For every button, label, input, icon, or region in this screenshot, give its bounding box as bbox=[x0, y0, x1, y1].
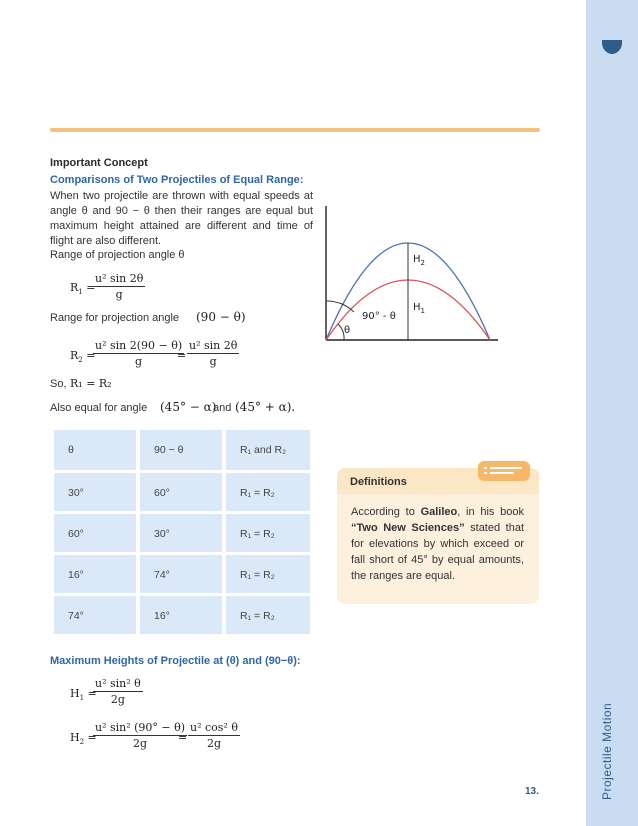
label-complement-angle: 90° - θ bbox=[362, 311, 396, 322]
also-expr-1: (45° − α) bbox=[160, 400, 217, 414]
table-header-cell: R₁ and R₂ bbox=[226, 430, 310, 470]
table-cell: R₁ = R₂ bbox=[226, 514, 310, 552]
definitions-title: Definitions bbox=[350, 476, 407, 488]
comparison-heading: Comparisons of Two Projectiles of Equal Range: bbox=[50, 174, 304, 186]
h2-fraction-b bbox=[188, 720, 240, 751]
r2-numerator-b: u² sin 2θ bbox=[189, 339, 238, 352]
h2-numerator-b: u² cos² θ bbox=[190, 721, 238, 734]
table-cell: R₁ = R₂ bbox=[226, 473, 310, 511]
sidebar-title: Projectile Motion bbox=[600, 702, 614, 800]
r1-fraction bbox=[93, 271, 145, 302]
also-and: and bbox=[213, 402, 232, 414]
r1-numerator: u² sin 2θ bbox=[95, 272, 144, 285]
table-header-cell: 90 − θ bbox=[140, 430, 222, 470]
max-heights-heading: Maximum Heights of Projectile at (θ) and (90−θ): bbox=[50, 655, 301, 667]
so-text: So, bbox=[50, 378, 67, 390]
concept-paragraph: When two projectile are thrown with equal speeds at angle θ and 90 − θ then their ranges are equal but maximum height attained are different and time of flight are also different. bbox=[50, 190, 313, 247]
projectile-diagram bbox=[318, 196, 514, 346]
table-cell: 30° bbox=[54, 473, 136, 511]
table-cell: 74° bbox=[140, 555, 222, 593]
definitions-tag bbox=[478, 461, 530, 481]
table-cell: 60° bbox=[54, 514, 136, 552]
r2-fraction-a bbox=[93, 338, 187, 369]
equals-sign: = bbox=[178, 731, 188, 744]
h1-lhs: $H_1$ = bbox=[70, 687, 97, 703]
r2-fraction-b bbox=[187, 338, 239, 369]
table-cell: 16° bbox=[54, 555, 136, 593]
r1-denominator: g bbox=[115, 288, 123, 301]
h2-fraction-a bbox=[93, 720, 187, 751]
h2-denominator-b: 2g bbox=[206, 737, 221, 750]
table-cell: 60° bbox=[140, 473, 222, 511]
lines-icon bbox=[478, 461, 530, 481]
h2-denominator-a: 2g bbox=[133, 737, 148, 750]
complement-expr: (90 − θ) bbox=[196, 310, 246, 324]
range-angle-line: Range of projection angle θ bbox=[50, 249, 185, 261]
h1-denominator: 2g bbox=[110, 693, 125, 706]
top-divider bbox=[50, 128, 540, 132]
important-concept-label: Important Concept bbox=[50, 157, 148, 169]
table-cell: 30° bbox=[140, 514, 222, 552]
label-h2: $H_2$ bbox=[413, 254, 425, 267]
h1-fraction bbox=[93, 676, 143, 707]
so-expression: R₁ = R₂ bbox=[70, 377, 112, 390]
r1-lhs: $R_1$ = bbox=[70, 281, 96, 297]
table-cell: 16° bbox=[140, 596, 222, 634]
table-cell: R₁ = R₂ bbox=[226, 555, 310, 593]
r2-denominator-a: g bbox=[135, 355, 143, 368]
table-cell: R₁ = R₂ bbox=[226, 596, 310, 634]
label-theta: θ bbox=[344, 325, 351, 336]
equals-sign: = bbox=[177, 349, 187, 362]
label-h1: $H_1$ bbox=[413, 302, 425, 315]
r2-lhs: $R_2$ = bbox=[70, 349, 96, 365]
page-number: 13. bbox=[525, 786, 539, 797]
h1-numerator: u² sin² θ bbox=[95, 677, 141, 690]
h2-numerator-a: u² sin² (90° − θ) bbox=[95, 721, 186, 734]
table-cell: 74° bbox=[54, 596, 136, 634]
table-header-cell: θ bbox=[54, 430, 136, 470]
definitions-text: According to Galileo, in his book “Two New Sciences” stated that for elevations by which exceed or fall short of 45° by equal amounts, the ranges are equal. bbox=[351, 506, 525, 582]
r2-denominator-b: g bbox=[209, 355, 217, 368]
also-expr-2: (45° + α). bbox=[235, 400, 296, 414]
also-equal-text: Also equal for angle bbox=[50, 402, 148, 414]
r2-numerator-a: u² sin 2(90 − θ) bbox=[95, 339, 183, 352]
h2-lhs: $H_2$ = bbox=[70, 731, 97, 747]
range-complement-line: Range for projection angle bbox=[50, 312, 180, 324]
